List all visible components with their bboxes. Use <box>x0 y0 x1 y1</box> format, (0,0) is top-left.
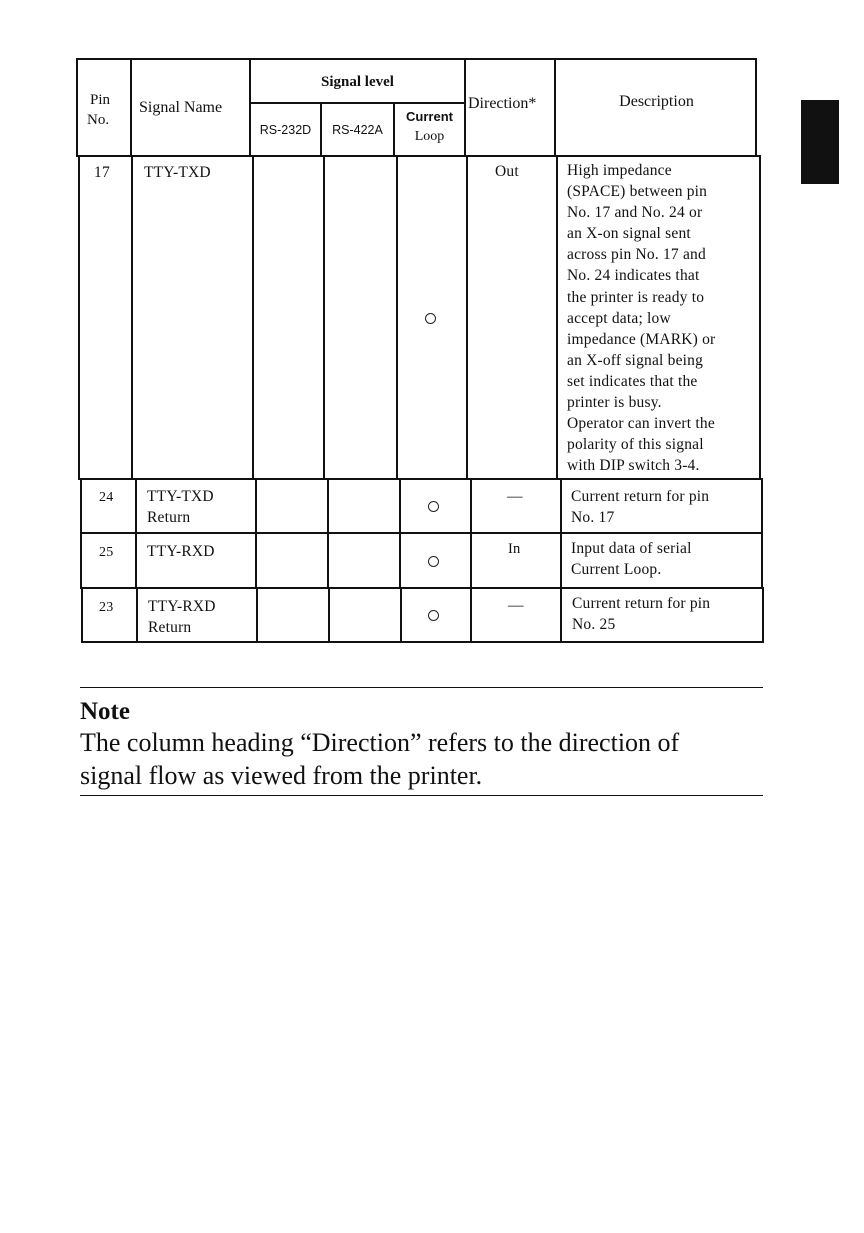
header-description: Description <box>619 93 694 110</box>
table-row <box>78 155 761 480</box>
header-rs422a: RS-422A <box>332 123 383 137</box>
header-rs232d: RS-232D <box>259 123 312 137</box>
header-loop: Loop <box>414 129 445 144</box>
direction: — <box>508 597 524 614</box>
note-bottom-rule <box>80 795 763 796</box>
header-pin: Pin <box>90 92 111 108</box>
direction: — <box>507 488 523 505</box>
current-loop-circle-icon <box>428 610 439 621</box>
description: Input data of serial Current Loop. <box>571 540 692 578</box>
signal-name: TTY-TXD <box>144 164 211 181</box>
signal-name: TTY-TXD Return <box>147 488 214 526</box>
description: Current return for pin No. 17 <box>571 488 710 526</box>
signal-name: TTY-RXD <box>147 543 215 560</box>
table-row <box>80 478 763 534</box>
current-loop-circle-icon <box>428 556 439 567</box>
header-direction: Direction* <box>468 95 537 112</box>
table-row <box>80 532 763 589</box>
pin-number: 23 <box>99 600 114 615</box>
header-signal-name: Signal Name <box>139 99 223 116</box>
direction: Out <box>495 163 519 180</box>
table-header <box>76 58 757 157</box>
pin-number: 17 <box>94 164 110 181</box>
header-no: No. <box>87 112 110 128</box>
description: High impedance (SPACE) between pin No. 17 and No. 24 or an X-on signal sent across pin No. 17 and No. 24 indicates that the printer is ready to accept data; low impedance (MARK) or an X-off signal being set indicates that the printer is busy. Operator can invert the polarity of this signal with DIP switch 3-4. <box>567 162 716 475</box>
table-row <box>81 587 764 643</box>
current-loop-circle-icon <box>428 501 439 512</box>
pin-number: 24 <box>99 490 114 505</box>
pin-number: 25 <box>99 545 114 560</box>
note-title: Note <box>80 698 130 725</box>
description: Current return for pin No. 25 <box>572 595 711 633</box>
current-loop-circle-icon <box>425 313 436 324</box>
header-signal-level: Signal level <box>321 74 394 90</box>
section-tab-marker <box>801 100 839 184</box>
note-top-rule <box>80 687 763 688</box>
direction: In <box>508 541 521 557</box>
header-current: Current <box>406 109 453 124</box>
note-body: The column heading “Direction” refers to the direction of signal flow as viewed from the printer. <box>80 728 680 790</box>
signal-name: TTY-RXD Return <box>148 598 216 636</box>
